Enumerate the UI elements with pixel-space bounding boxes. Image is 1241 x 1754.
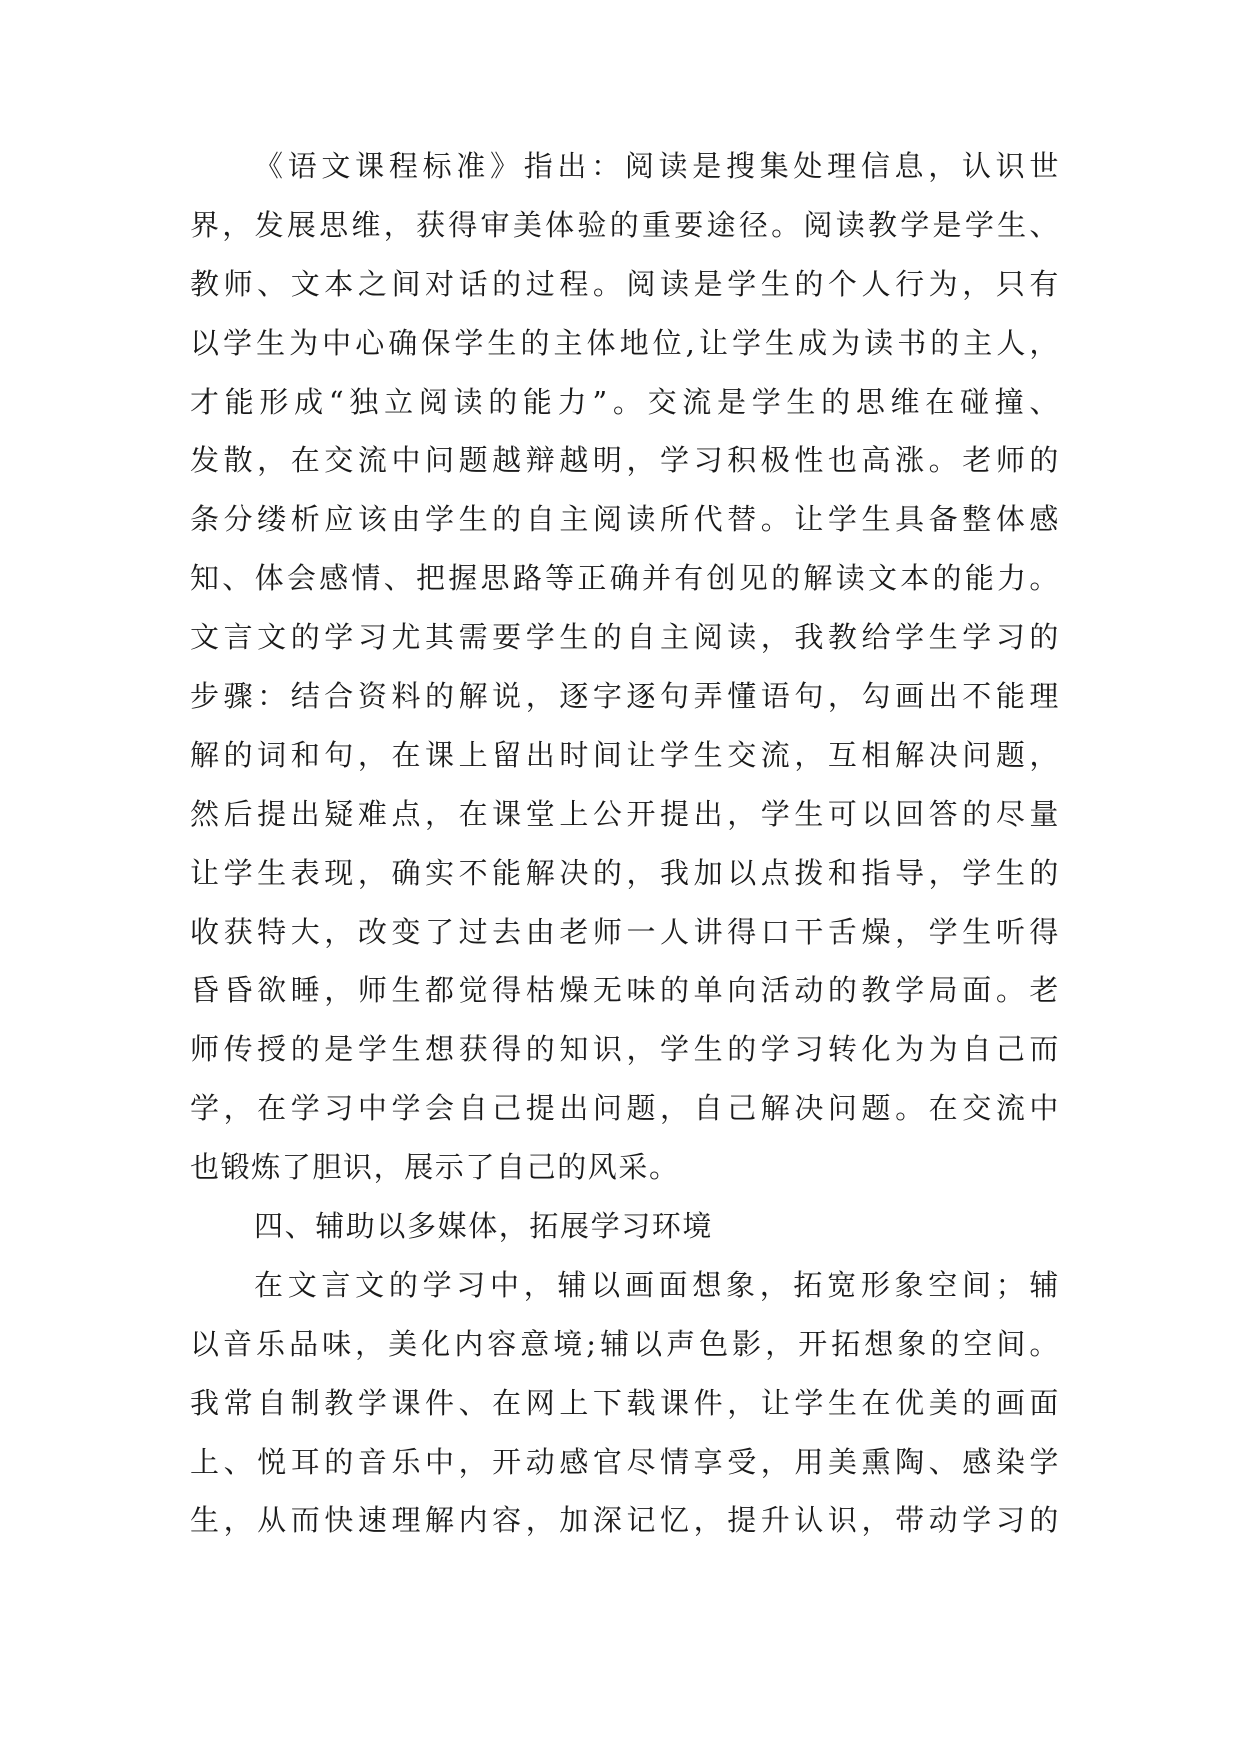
paragraph-1-line-7: 条分缕析应该由学生的自主阅读所代替。让学生具备整体感 xyxy=(190,502,1060,537)
paragraph-1-line-4: 以学生为中心确保学生的主体地位,让学生成为读书的主人， xyxy=(190,325,1060,360)
paragraph-3-line-5: 生，从而快速理解内容，加深记忆，提升认识，带动学习的 xyxy=(190,1503,1060,1538)
paragraph-1-line-8: 知、体会感情、把握思路等正确并有创见的解读文本的能力。 xyxy=(190,561,1060,596)
paragraph-1-line-9: 文言文的学习尤其需要学生的自主阅读，我教给学生学习的 xyxy=(190,620,1060,655)
paragraph-1-line-12: 然后提出疑难点，在课堂上公开提出，学生可以回答的尽量 xyxy=(190,796,1060,831)
paragraph-3-line-2: 以音乐品味，美化内容意境;辅以声色影，开拓想象的空间。 xyxy=(190,1326,1060,1361)
paragraph-1-line-16: 师传授的是学生想获得的知识，学生的学习转化为为自己而 xyxy=(190,1032,1060,1067)
paragraph-1-line-17: 学，在学习中学会自己提出问题，自己解决问题。在交流中 xyxy=(190,1091,1060,1126)
paragraph-1-line-6: 发散，在交流中问题越辩越明，学习积极性也高涨。老师的 xyxy=(190,443,1060,478)
paragraph-1-line-14: 收获特大，改变了过去由老师一人讲得口干舌燥，学生听得 xyxy=(190,914,1060,949)
paragraph-1-line-1: 《语文课程标准》指出：阅读是搜集处理信息，认识世 xyxy=(254,149,1060,183)
paragraph-3-line-3: 我常自制教学课件、在网上下载课件，让学生在优美的画面 xyxy=(190,1385,1060,1420)
paragraph-1-line-3: 教师、文本之间对话的过程。阅读是学生的个人行为，只有 xyxy=(190,266,1060,301)
paragraph-1-line-11: 解的词和句，在课上留出时间让学生交流，互相解决问题， xyxy=(190,737,1060,772)
document-body xyxy=(190,137,1060,1550)
paragraph-1-line-10: 步骤：结合资料的解说，逐字逐句弄懂语句，勾画出不能理 xyxy=(190,679,1060,714)
paragraph-3-line-1: 在文言文的学习中，辅以画面想象，拓宽形象空间；辅 xyxy=(254,1267,1060,1302)
paragraph-3-line-4: 上、悦耳的音乐中，开动感官尽情享受，用美熏陶、感染学 xyxy=(190,1444,1060,1479)
section-heading: 四、辅助以多媒体，拓展学习环境 xyxy=(254,1209,714,1244)
paragraph-1-line-5: 才能形成“独立阅读的能力”。交流是学生的思维在碰撞、 xyxy=(190,384,1060,419)
paragraph-1-line-2: 界，发展思维，获得审美体验的重要途径。阅读教学是学生、 xyxy=(190,207,1060,242)
paragraph-1-line-13: 让学生表现，确实不能解决的，我加以点拨和指导，学生的 xyxy=(190,855,1060,890)
paragraph-1-line-18: 也锻炼了胆识，展示了自己的风采。 xyxy=(190,1150,680,1185)
paragraph-1-line-15: 昏昏欲睡，师生都觉得枯燥无味的单向活动的教学局面。老 xyxy=(190,973,1060,1008)
